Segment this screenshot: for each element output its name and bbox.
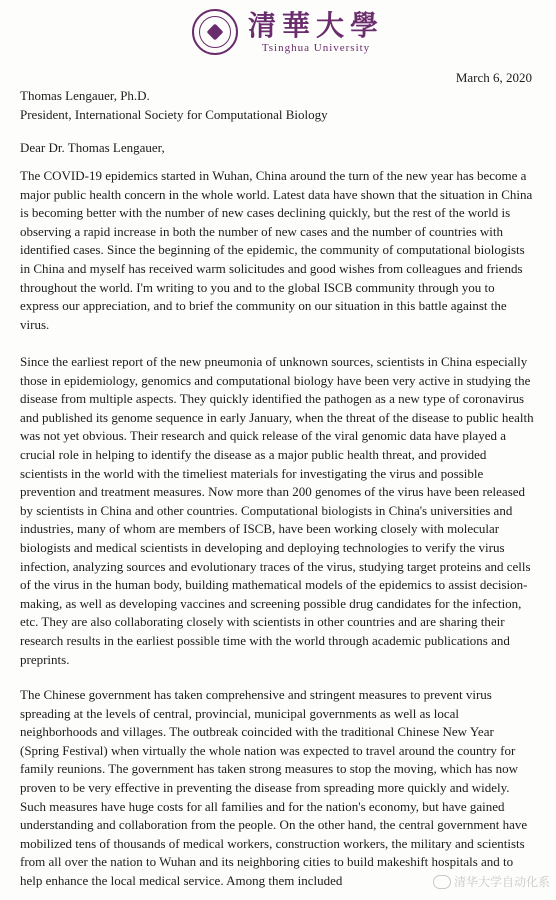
recipient-name: Thomas Lengauer, Ph.D. (20, 88, 150, 103)
letterhead (192, 6, 384, 58)
watermark-text: 清华大学自动化系 (453, 875, 550, 889)
wechat-icon (433, 875, 451, 889)
paragraph-2: Since the earliest report of the new pneumonia of unknown sources, scientists in China especially those in epidemiology, genomics and computational biology have been very active in studying the disease from multiple aspects. They quickly identified the pathogen as a new type of coronavirus and published its genome sequence in early January, when the threat of the disease to public health was not yet obvious. Their research and quick release of the viral genomic data have played a crucial role in helping to identify the disease as a major public health threat, and provided scientists in the world with the timeliest materials for investigating the virus and possible prevention and treatment measures. Now more than 200 genomes of the virus have been released by scientists in China and other countries. Computational biologists in China's universities and industries, many of whom are members of ISCB, have been working closely with molecular biologists and medical scientists in developing and deploying technologies to verify the virus infection, analyzing sources and evolutionary traces of the virus, studying target proteins and cells of the virus in the human body, building mathematical models of the epidemics to assist decision-making, as well as developing vaccines and screening possible drug candidates for the infection, etc. They are also collaborating closely with scientists in other countries and are sharing their research results in the earliest possible time with the world through academic publications and preprints. (20, 354, 534, 667)
watermark (433, 873, 550, 890)
university-logo (248, 8, 385, 54)
recipient-block (20, 87, 534, 124)
university-seal-icon (192, 9, 238, 55)
letter-date: March 6, 2020 (455, 70, 532, 85)
paragraph-3: The Chinese government has taken comprehensive and stringent measures to prevent virus spreading at the levels of central, provincial, municipal governments as well as local neighborhoods and villages. The outbreak coincided with the traditional Chinese New Year (Spring Festival) when virtually the whole nation was expected to travel around the country for family reunions. The government has taken strong measures to stop the moving, which has now proven to be very effective in preventing the disease from spreading more quickly and widely. Such measures have huge costs for all families and for the nation's economy, but have gained understanding and collaboration from the people. On the other hand, the central government have mobilized tens of thousands of medical workers, construction workers, the military and scientists from all over the nation to Wuhan and its neighboring cities to build makeshift hospitals and to help enhance the local medical service. Among them included (20, 687, 528, 888)
logo-chinese-text: 清華大學 (248, 8, 385, 42)
paragraph-1: The COVID-19 epidemics started in Wuhan, China around the turn of the new year has become a major public health concern in the whole world. Latest data have shown that the situation in China is becoming better with the number of new cases declining quickly, but the rest of the world is observing a rapid increase in both the number of new cases and the number of countries with identified cases. Since the beginning of the epidemic, the community of computational biologists in China and myself has received warm solicitudes and good wishes from colleagues and friends throughout the world. I'm writing to you and to the global ISCB community through you to express our appreciation, and to brief the community on our situation in this battle against the virus. (20, 168, 533, 332)
recipient-title: President, International Society for Computational Biology (20, 106, 328, 122)
logo-english-text: Tsinghua University (261, 41, 371, 54)
salutation: Dear Dr. Thomas Lengauer, (20, 140, 165, 155)
